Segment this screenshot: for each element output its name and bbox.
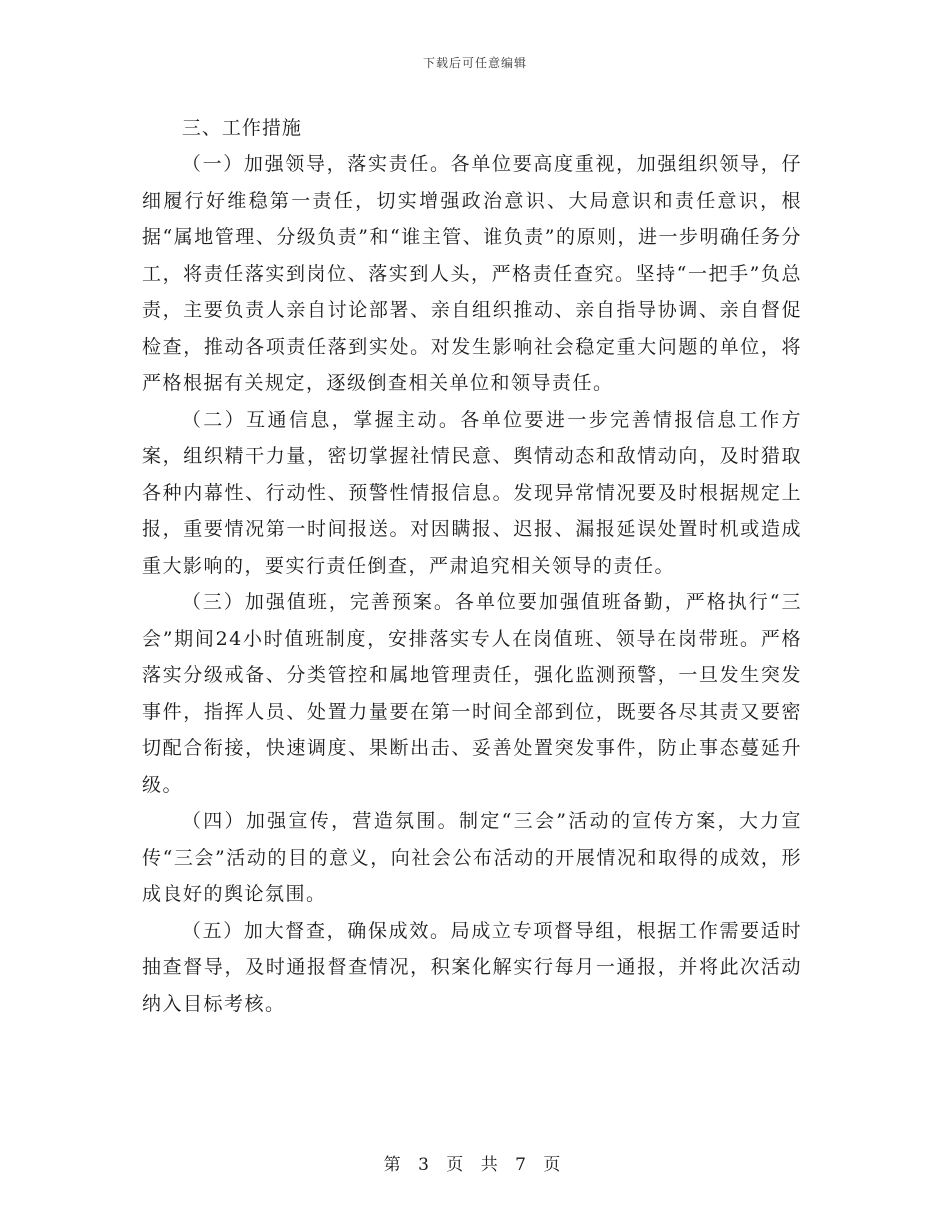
section-heading: 三、工作措施 xyxy=(181,117,302,139)
paragraph-3: （三）加强值班，完善预案。各单位要加强值班备勤，严格执行“三会”期间24小时值班制度，安排落实专人在岗值班、领导在岗带班。严格落实分级戒备、分类管控和属地管理责任，强化监测预警，一旦发生突发事件，指挥人员、处置力量要在第一时间全部到位，既要各尽其责又要密切配合衔接，快速调度、果断出击、妥善处置突发事件，防止事态蔓延升级。 xyxy=(142,591,802,796)
document-body xyxy=(142,110,802,1022)
page-number-footer: 第 3 页 共 7 页 xyxy=(383,1155,567,1175)
paragraph-1: （一）加强领导，落实责任。各单位要高度重视，加强组织领导，仔细履行好维稳第一责任，切实增强政治意识、大局意识和责任意识，根据“属地管理、分级负责”和“谁主管、谁负责”的原则，进一步明确任务分工，将责任落实到岗位、落实到人头，严格责任查究。坚持“一把手”负总责，主要负责人亲自讨论部署、亲自组织推动、亲自指导协调、亲自督促检查，推动各项责任落到实处。对发生影响社会稳定重大问题的单位，将严格根据有关规定，逐级倒查相关单位和领导责任。 xyxy=(142,153,802,394)
page-header: 下载后可任意编辑 xyxy=(422,56,527,70)
paragraph-2: （二）互通信息，掌握主动。各单位要进一步完善情报信息工作方案，组织精干力量，密切掌握社情民意、舆情动态和敌情动向，及时猎取各种内幕性、行动性、预警性情报信息。发现异常情况要及时根据规定上报，重要情况第一时间报送。对因瞒报、迟报、漏报延误处置时机或造成重大影响的，要实行责任倒查，严肃追究相关领导的责任。 xyxy=(142,408,802,577)
paragraph-5: （五）加大督查，确保成效。局成立专项督导组，根据工作需要适时抽查督导，及时通报督查情况，积案化解实行每月一通报，并将此次活动纳入目标考核。 xyxy=(142,919,802,1015)
paragraph-4: （四）加强宣传，营造氛围。制定“三会”活动的宣传方案，大力宣传“三会”活动的目的意义，向社会公布活动的开展情况和取得的成效，形成良好的舆论氛围。 xyxy=(142,810,802,905)
